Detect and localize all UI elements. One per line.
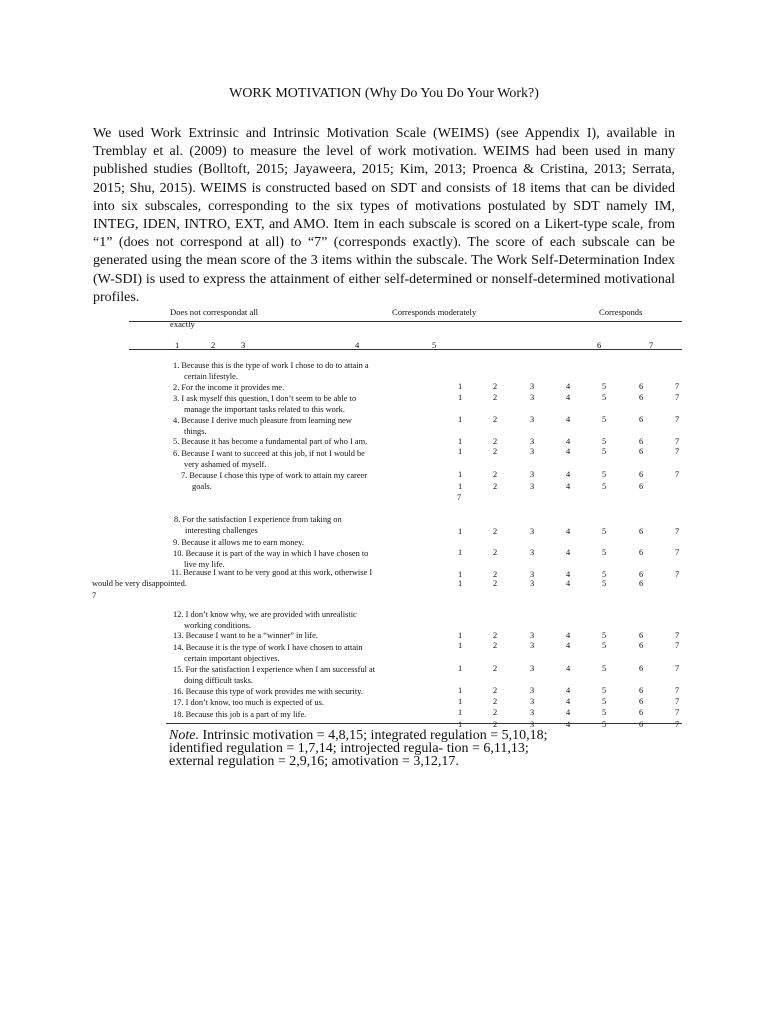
rating-option: 6 [639,664,644,673]
rating-option: 3 [530,686,535,695]
rating-option: 5 [602,527,607,536]
rating-option: 3 [530,720,535,729]
page-title: WORK MOTIVATION (Why Do You Do Your Work?) [229,86,539,101]
rating-option: 1 [458,482,463,491]
rating-option: 1 [458,382,463,391]
anchor-high-label: Corresponds [599,307,643,317]
rating-option: 3 [530,470,535,479]
item-text-line: 11. Because I want to be very good at this work, otherwise I [171,568,373,577]
rating-option: 4 [566,393,571,402]
rating-option: 5 [602,641,607,650]
rating-option: 2 [493,631,498,640]
item-text-line: 8. For the satisfaction I experience from taking on [174,515,342,524]
rating-option: 6 [639,641,644,650]
rating-option: 1 [458,631,463,640]
item-text-line: 7. Because I chose this type of work to attain my career [181,471,368,480]
rating-option: 2 [493,527,498,536]
rating-option: 1 [458,697,463,706]
header-rule-top [129,321,682,322]
item-text-line: interesting challenges [185,526,258,535]
rating-option: 1 [458,720,463,729]
rating-option: 4 [566,470,571,479]
rating-option: 4 [566,570,571,579]
item-text-line: working conditions. [184,621,251,630]
rating-option: 5 [602,470,607,479]
rating-option: 3 [530,447,535,456]
rating-option: 7 [675,393,680,402]
rating-option: 2 [493,720,498,729]
rating-option: 6 [639,437,644,446]
rating-option: 7 [675,437,680,446]
rating-option: 7 [675,708,680,717]
item-text-line: things. [184,427,207,436]
rating-option: 3 [530,631,535,640]
rating-option: 5 [602,686,607,695]
rating-option: 3 [530,697,535,706]
anchor-mid-label: Corresponds moderately [392,307,477,317]
scale-point-6: 6 [597,340,602,350]
rating-option: 2 [493,579,498,588]
rating-option: 6 [639,527,644,536]
item-text-line: manage the important tasks related to this work. [184,405,345,414]
scale-point-5: 5 [432,340,437,350]
header-rule-bottom [129,349,682,350]
rating-option: 4 [566,697,571,706]
rating-option: 4 [566,382,571,391]
rating-option: 2 [493,641,498,650]
item-text-line: 12. I don’t know why, we are provided with unrealistic [173,610,357,619]
item-text-line: very ashamed of myself. [184,460,267,469]
rating-option: 2 [493,664,498,673]
rating-option: 4 [566,527,571,536]
item-text-line: certain important objectives. [184,654,280,663]
rating-option: 7 [675,664,680,673]
rating-option: 1 [458,579,463,588]
rating-option: 2 [493,686,498,695]
rating-option: 2 [493,437,498,446]
item-text-line: would be very disappointed. [92,579,187,588]
item-text-line: 15. For the satisfaction I experience when I am successful at [173,665,376,674]
scale-point-1: 1 [175,340,180,350]
rating-option: 3 [530,437,535,446]
intro-paragraph: We used Work Extrinsic and Intrinsic Motivation Scale (WEIMS) (see Appendix I), available in Tremblay et al. (2009) to measure the level of work motivation. WEIMS had been used in many published studies (Bolltoft, 2015; Jayaweera, 2015; Kim, 2013; Proenca & Cristina, 2013; Serrata, 2015; Shu, 2015). WEIMS is constructed based on SDT and consists of 18 items that can be divided into six subscales, corresponding to the six types of motivations postulated by SDT namely IM, INTEG, IDEN, INTRO, EXT, and AMO. Item in each subscale is scored on a Likert-type scale, from “1” (does not correspond at all) to “7” (corresponds exactly). The score of each subscale can be generated using the mean score of the 3 items within the subscale. The Work Self-Determination Index (W-SDI) is used to express the attainment of either self-determined or nonself-determined motivational profiles. [93,126,675,305]
rating-option: 1 [458,686,463,695]
rating-option: 1 [458,470,463,479]
rating-option: 7 [675,641,680,650]
rating-option: 7 [675,415,680,424]
scale-point-2: 2 [211,340,216,350]
rating-option: 7 [675,447,680,456]
rating-option: 4 [566,686,571,695]
rating-option: 4 [566,482,571,491]
scale-point-4: 4 [355,340,360,350]
rating-option: 5 [602,720,607,729]
rating-option: 4 [566,708,571,717]
rating-option: 6 [639,686,644,695]
rating-option: 2 [493,470,498,479]
rating-option: 1 [458,527,463,536]
rating-option: 2 [493,697,498,706]
note-label: Note. [169,728,199,743]
item-text-line: 6. Because I want to succeed at this job, if not I would be [173,449,365,458]
anchor-low-continuation: exactly [170,319,195,329]
rating-option: 7 [675,697,680,706]
scale-point-7: 7 [649,340,654,350]
table-bottom-rule [166,723,682,724]
rating-option: 2 [493,570,498,579]
rating-option: 6 [639,415,644,424]
rating-option: 5 [602,664,607,673]
rating-option: 5 [602,697,607,706]
rating-option: 4 [566,641,571,650]
rating-option: 3 [530,641,535,650]
rating-option: 6 [639,570,644,579]
rating-option: 1 [458,393,463,402]
rating-option: 7 [675,686,680,695]
item-text-line: 14. Because it is the type of work I have chosen to attain [173,643,363,652]
rating-option: 4 [566,664,571,673]
rating-option: 5 [602,393,607,402]
rating-option: 5 [602,631,607,640]
rating-option: 7 [675,527,680,536]
rating-option: 1 [458,708,463,717]
item-text-line: 4. Because I derive much pleasure from learning new [173,416,352,425]
rating-option: 6 [639,631,644,640]
item-text-line: 3. I ask myself this question, I don’t seem to be able to [173,394,357,403]
rating-option: 1 [458,447,463,456]
rating-option: 3 [530,415,535,424]
rating-option: 5 [602,548,607,557]
item-text-line: 5. Because it has become a fundamental part of who I am. [173,437,368,446]
rating-option: 6 [639,482,644,491]
rating-option: 3 [530,382,535,391]
rating-option: 1 [458,641,463,650]
rating-option: 5 [602,382,607,391]
item-text-line: 9. Because it allows me to earn money. [173,538,304,547]
rating-option: 6 [639,382,644,391]
rating-option: 1 [458,664,463,673]
rating-option: 7 [675,631,680,640]
rating-option: 5 [602,415,607,424]
rating-option: 4 [566,437,571,446]
rating-option: 7 [675,570,680,579]
item-text-line: goals. [192,482,212,491]
rating-option: 2 [493,708,498,717]
rating-option: 6 [639,393,644,402]
rating-option: 6 [639,447,644,456]
rating-option: 5 [602,482,607,491]
rating-option: 2 [493,447,498,456]
rating-option: 6 [639,470,644,479]
rating-option: 7 [675,470,680,479]
rating-option: 3 [530,664,535,673]
rating-option: 5 [602,708,607,717]
item-text-line: 13. Because I want to be a “winner” in life. [173,631,318,640]
rating-option: 1 [458,437,463,446]
rating-option: 4 [566,579,571,588]
rating-option: 4 [566,631,571,640]
rating-option: 6 [639,708,644,717]
rating-option: 1 [458,548,463,557]
item-text-line: 16. Because this type of work provides me with security. [173,687,363,696]
note-line-1-text: Intrinsic motivation = 4,8,15; integrated regulation = 5,10,18; [198,728,548,743]
rating-option: 4 [566,720,571,729]
item-text-line: doing difficult tasks. [184,676,253,685]
rating-option: 3 [530,708,535,717]
rating-option: 1 [458,570,463,579]
rating-option: 2 [493,548,498,557]
rating-option: 4 [566,447,571,456]
rating-option: 2 [493,393,498,402]
rating-option: 5 [602,579,607,588]
rating-option: 5 [602,570,607,579]
rating-option: 3 [530,393,535,402]
rating-option: 3 [530,527,535,536]
rating-option: 2 [493,415,498,424]
rating-option: 3 [530,570,535,579]
item-text-line: 1. Because this is the type of work I chose to do to attain a [173,361,369,370]
rating-option: 5 [602,447,607,456]
rating-option: 5 [602,437,607,446]
rating-option: 4 [566,548,571,557]
rating-option: 2 [493,482,498,491]
rating-option: 7 [675,548,680,557]
rating-option: 1 [458,415,463,424]
rating-option: 6 [639,720,644,729]
scale-point-3: 3 [241,340,246,350]
rating-option: 7 [675,720,680,729]
rating-option: 3 [530,482,535,491]
rating-option: 7 [457,493,462,502]
item-text-line: 2. For the income it provides me. [173,383,285,392]
rating-option: 3 [530,548,535,557]
rating-option: 6 [639,579,644,588]
rating-option: 7 [675,382,680,391]
item-text-line: 10. Because it is part of the way in which I have chosen to [173,549,369,558]
anchor-low-label: Does not correspondat all [170,307,259,317]
rating-option: 3 [530,579,535,588]
item-text-line: certain lifestyle. [184,372,238,381]
rating-option: 6 [639,548,644,557]
rating-option: 4 [566,415,571,424]
rating-option: 7 [92,591,97,600]
item-text-line: 17. I don’t know, too much is expected of us. [173,698,324,707]
item-text-line: 18. Because this job is a part of my life. [173,710,307,719]
rating-option: 2 [493,382,498,391]
item-text-line: live my life. [184,560,225,569]
note-line-3: external regulation = 2,9,16; amotivation = 3,12,17. [169,754,459,769]
note-line-2: identified regulation = 1,7,14; introjected regula- tion = 6,11,13; [169,741,529,756]
rating-option: 6 [639,697,644,706]
